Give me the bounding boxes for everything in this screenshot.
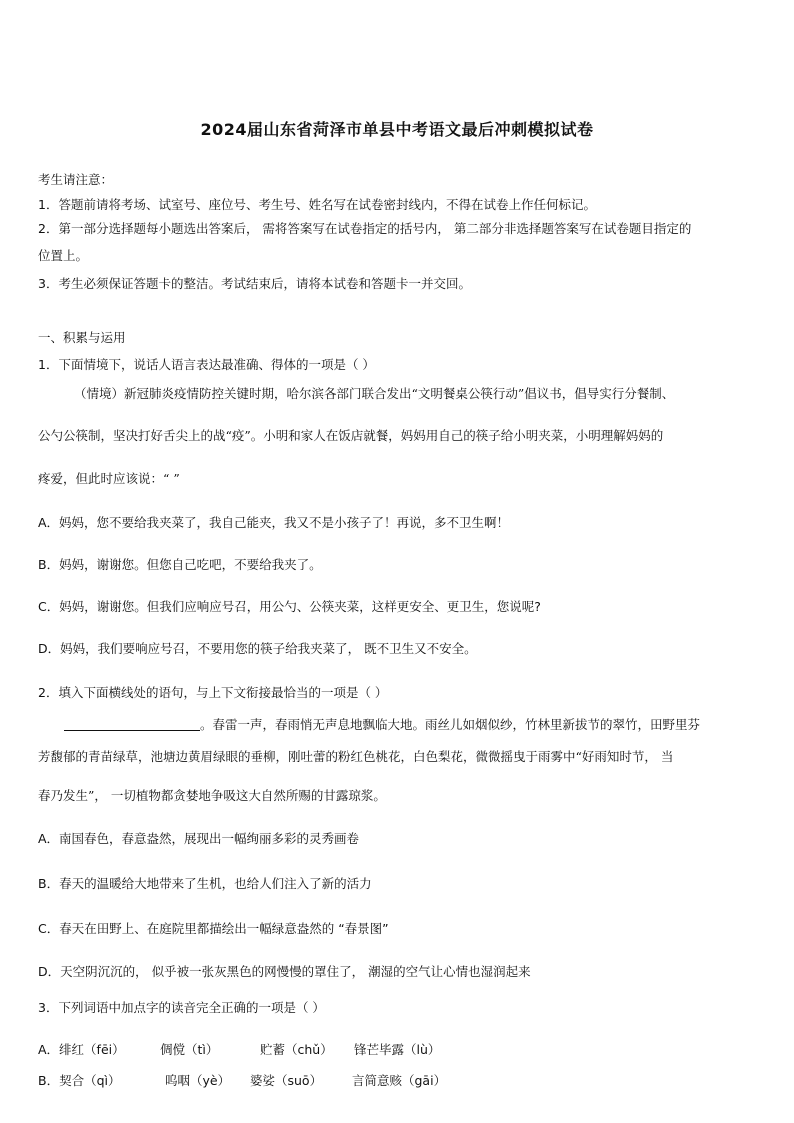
word-item: 倜傥（tì） [160, 1042, 219, 1057]
answer-blank [64, 717, 200, 731]
question-2-context: 芳馥郁的青苗绿草，池塘边黄眉绿眼的垂柳，刚吐蕾的粉红色桃花，白色梨花，微微摇曳于雨雾中“好雨知时节， 当 [38, 749, 674, 764]
question-2-option-c: C．春天在田野上、在庭院里都描绘出一幅绿意盎然的 “春景图” [38, 921, 389, 936]
question-1-context: （情境）新冠肺炎疫情防控关键时期，哈尔滨各部门联合发出“文明餐桌公筷行动”倡议书，倡导实行分餐制、 [74, 386, 675, 401]
question-1-context: 疼爱，但此时应该说：“ ” [38, 471, 180, 486]
notice-item: 位置上。 [38, 248, 89, 263]
notice-item: 2．第一部分选择题每小题选出答案后， 需将答案写在试卷指定的括号内， 第二部分非选择题答案写在试卷题目指定的 [38, 221, 692, 236]
question-2-stem: 2．填入下面横线处的语句，与上下文衔接最恰当的一项是（ ） [38, 685, 388, 700]
question-3-option-a [38, 1041, 440, 1059]
page-title: 2024届山东省菏泽市单县中考语文最后冲刺模拟试卷 [200, 120, 594, 139]
question-1-option-a: A．妈妈，您不要给我夹菜了，我自己能夹，我又不是小孩子了！再说，多不卫生啊！ [38, 515, 510, 530]
word-item: 呜咽（yè） [165, 1073, 231, 1088]
word-item: 言简意赅（gāi） [352, 1073, 447, 1088]
question-1-option-d: D．妈妈，我们要响应号召，不要用您的筷子给我夹菜了， 既不卫生又不安全。 [38, 641, 477, 656]
question-3-option-b [38, 1072, 446, 1090]
question-2-option-a: A．南国春色，春意盎然，展现出一幅绚丽多彩的灵秀画卷 [38, 831, 360, 846]
word-item: 婆娑（suō） [250, 1073, 323, 1088]
question-2-context: 春乃发生”， 一切植物都贪婪地争吸这大自然所赐的甘露琼浆。 [38, 788, 386, 803]
section-heading: 一、积累与运用 [38, 330, 126, 345]
question-1-option-b: B．妈妈，谢谢您。但您自己吃吧，不要给我夹了。 [38, 557, 322, 572]
question-1-option-c: C．妈妈，谢谢您。但我们应响应号召，用公勺、公筷夹菜，这样更安全、更卫生，您说呢? [38, 599, 541, 614]
question-2-context-first [64, 716, 700, 734]
question-2-context: 。春雷一声，春雨悄无声息地飘临大地。雨丝儿如烟似纱，竹林里新拔节的翠竹，田野里芬 [200, 717, 701, 732]
notice-item: 1．答题前请将考场、试室号、座位号、考生号、姓名写在试卷密封线内，不得在试卷上作任何标记。 [38, 197, 596, 212]
question-3-stem: 3．下列词语中加点字的读音完全正确的一项是（ ） [38, 1000, 325, 1015]
question-1-context: 公勺公筷制，坚决打好舌尖上的战“疫”。小明和家人在饭店就餐，妈妈用自己的筷子给小明夹菜，小明理解妈妈的 [38, 428, 664, 443]
question-1-stem: 1．下面情境下，说话人语言表达最准确、得体的一项是（ ） [38, 357, 375, 372]
notice-heading: 考生请注意： [38, 172, 114, 187]
question-2-option-b: B．春天的温暖给大地带来了生机，也给人们注入了新的活力 [38, 876, 372, 891]
notice-item: 3．考生必须保证答题卡的整洁。考试结束后，请将本试卷和答题卡一并交回。 [38, 276, 471, 291]
word-item: 锋芒毕露（lù） [354, 1042, 441, 1057]
word-item: B．契合（qì） [38, 1073, 121, 1088]
word-item: 贮蓄（chǔ） [260, 1042, 333, 1057]
word-item: A．绯红（fēi） [38, 1042, 125, 1057]
question-2-option-d: D．天空阴沉沉的， 似乎被一张灰黑色的网慢慢的罩住了， 潮湿的空气让心情也湿润起来 [38, 964, 531, 979]
